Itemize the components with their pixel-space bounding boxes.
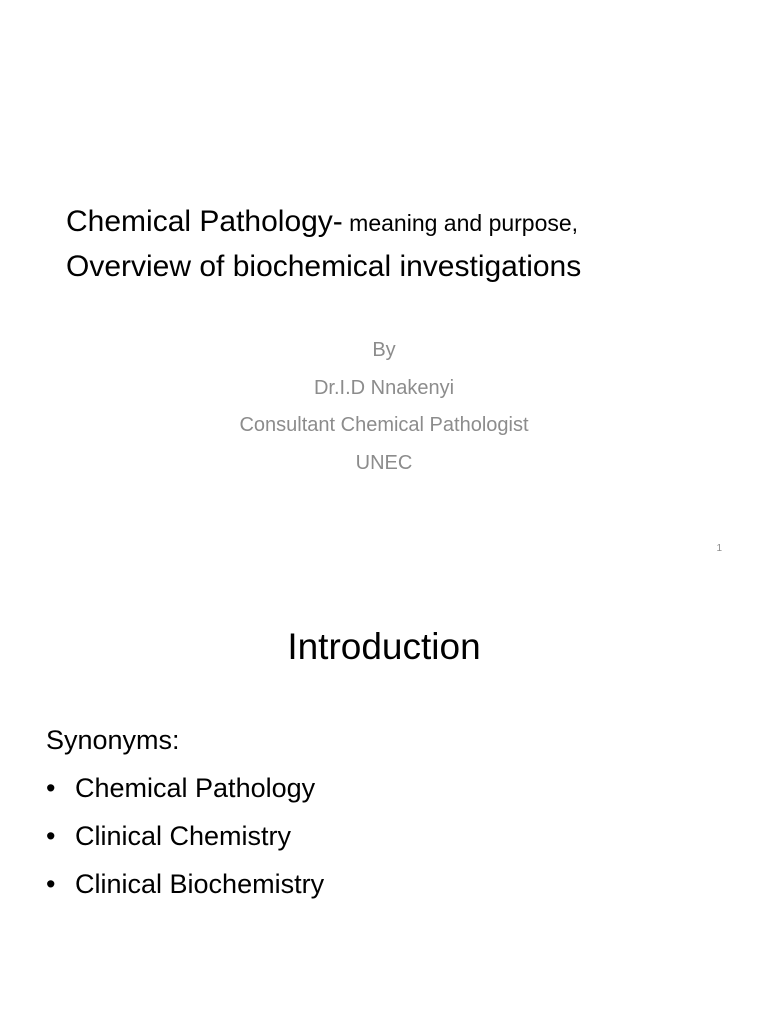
slide-title (66, 200, 746, 289)
bullet-icon: • (46, 821, 56, 851)
intro-title: Introduction (287, 626, 481, 667)
author-role: Consultant Chemical Pathologist (239, 414, 529, 436)
list-item-text: Chemical Pathology (75, 773, 316, 803)
synonyms-block (46, 716, 726, 908)
bullet-icon: • (46, 773, 56, 803)
author-name: Dr.I.D Nnakenyi (313, 376, 455, 399)
list-item (46, 812, 726, 860)
synonyms-list (46, 764, 726, 908)
title-line-2: Overview of biochemical investigations (66, 250, 582, 283)
author-by: By (372, 339, 396, 361)
slide-2 (0, 576, 768, 1024)
title-sub-text: meaning and purpose, (342, 210, 579, 236)
author-block (0, 332, 768, 482)
list-item-text: Clinical Biochemistry (75, 869, 325, 899)
title-line-1 (66, 200, 746, 245)
list-item-text: Clinical Chemistry (75, 821, 292, 851)
bullet-icon: • (46, 869, 56, 899)
slide-number: 1 (716, 543, 722, 554)
title-main-text: Chemical Pathology- (66, 205, 343, 238)
list-item (46, 764, 726, 812)
list-item (46, 860, 726, 908)
synonyms-heading: Synonyms: (46, 725, 180, 755)
author-institution: UNEC (355, 451, 413, 474)
